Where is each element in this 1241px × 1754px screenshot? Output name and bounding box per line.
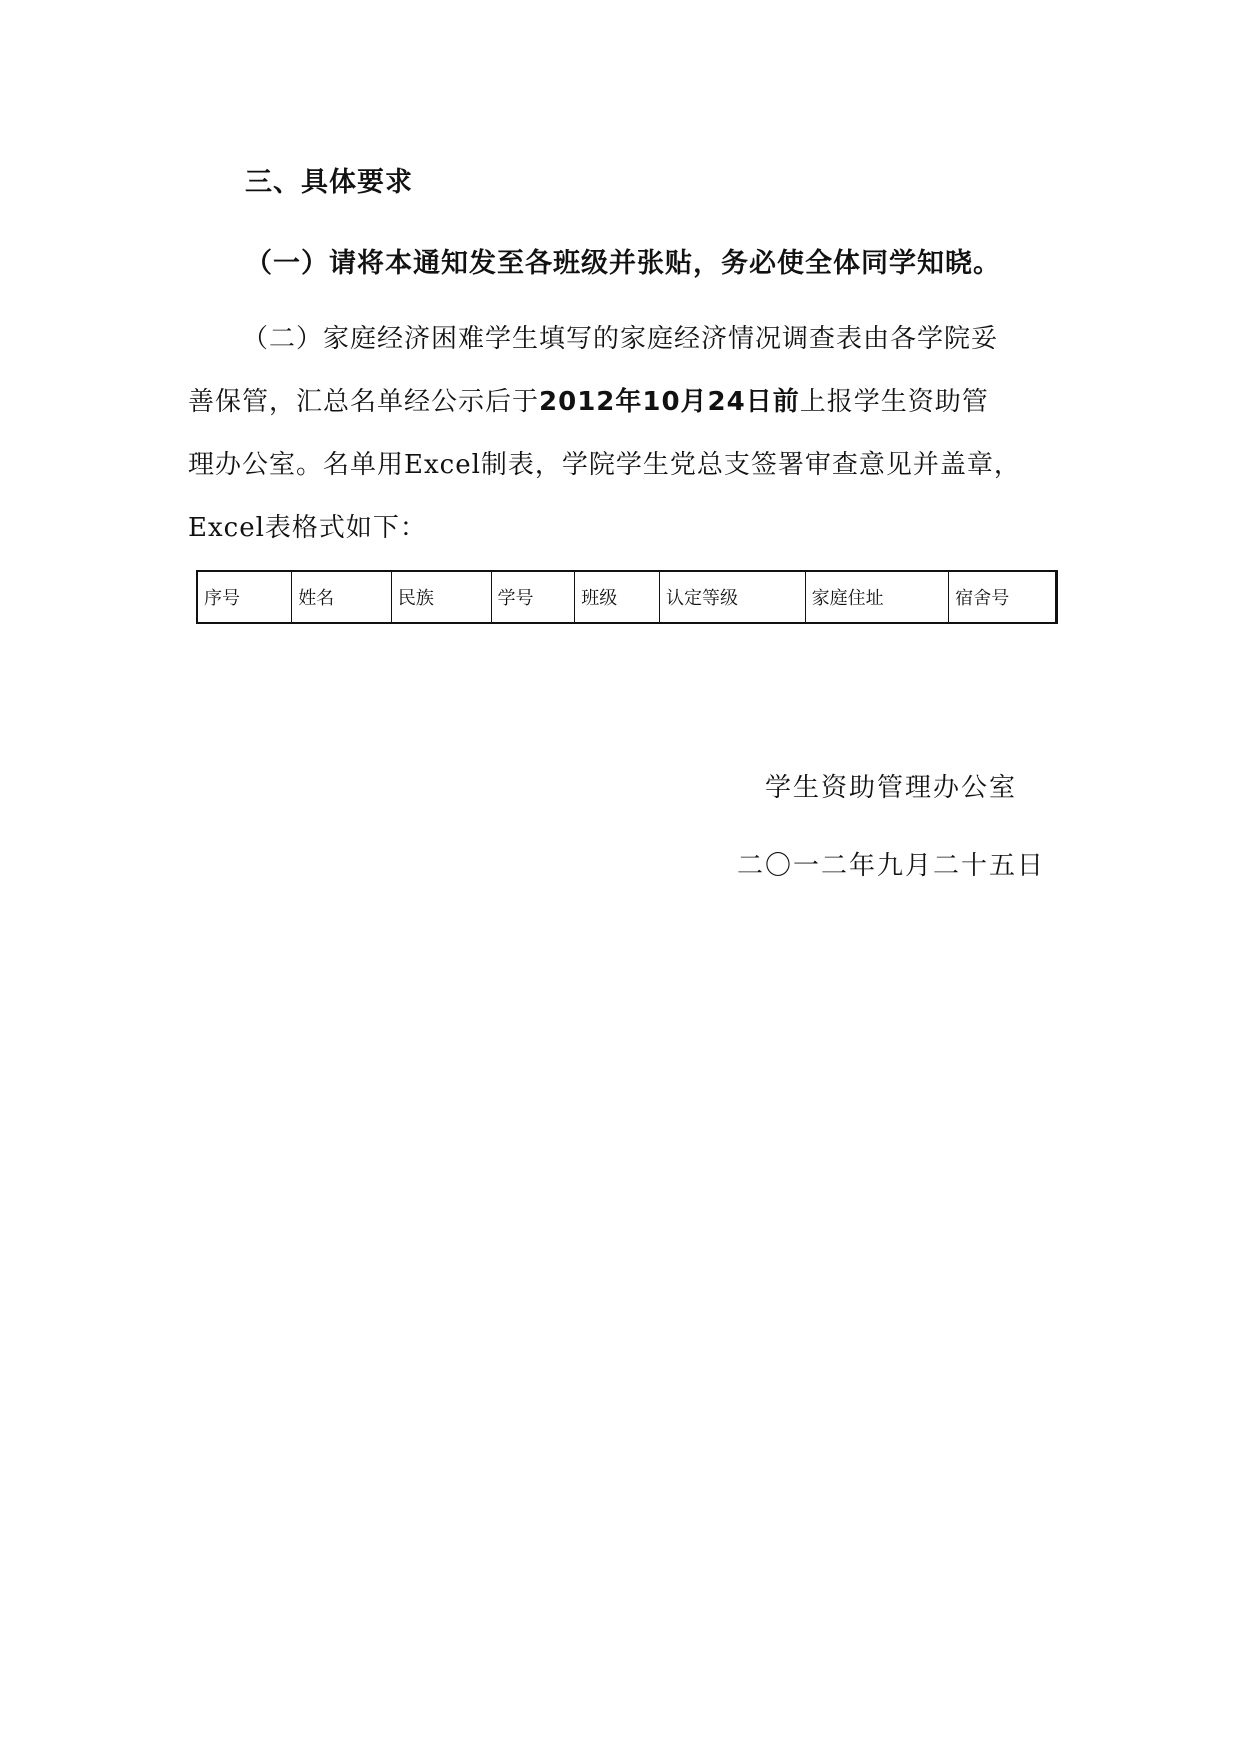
item-two-line-1: （二）家庭经济困难学生填写的家庭经济情况调查表由各学院妥: [242, 324, 999, 354]
table-header-cell: 家庭住址: [805, 571, 949, 623]
table-header-cell: 序号: [197, 571, 292, 623]
table-header-cell: 班级: [575, 571, 660, 623]
issue-date: 二〇一二年九月二十五日: [736, 851, 1045, 881]
item-two-line-3: 理办公室。名单用Excel制表，学院学生党总支签署审查意见并盖章，: [188, 450, 1021, 480]
table-header-cell: 认定等级: [660, 571, 806, 623]
item-two-line-2: [188, 371, 1048, 434]
table-header-row: [197, 571, 1057, 623]
item-two-line-2-start: 善保管，汇总名单经公示后于: [188, 387, 540, 417]
requirement-item-one: （一）请将本通知发至各班级并张贴，务必使全体同学知晓。: [245, 248, 1001, 279]
item-two-line-2-end: 上报学生资助管: [799, 387, 989, 417]
table-header-cell: 民族: [391, 571, 491, 623]
excel-format-table: [196, 570, 1058, 624]
item-two-line-4: Excel表格式如下：: [188, 513, 427, 543]
table-header-cell: 学号: [491, 571, 575, 623]
issuing-office: 学生资助管理办公室: [764, 773, 1017, 803]
deadline-date: 2012年10月24日前: [539, 387, 800, 417]
section-heading: 三、具体要求: [245, 167, 413, 198]
table-header-cell: 姓名: [292, 571, 392, 623]
table-header-cell: 宿舍号: [949, 571, 1057, 623]
requirement-item-two: [188, 308, 1048, 560]
